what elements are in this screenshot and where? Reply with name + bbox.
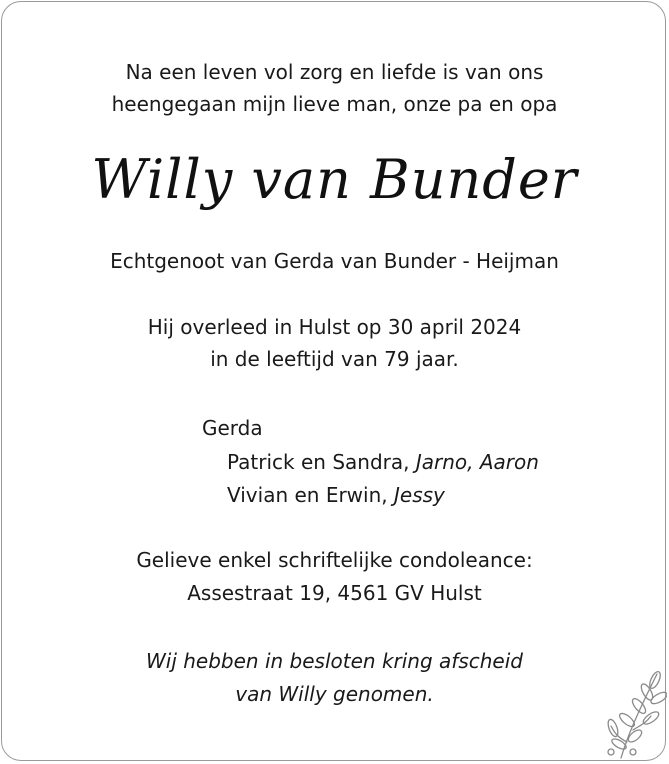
farewell-line-1: Wij hebben in besloten kring afscheid xyxy=(146,649,523,673)
family-row-2 xyxy=(227,482,445,508)
deceased-name: Willy van Bunder xyxy=(91,148,578,211)
family-row-1-parents: Patrick en Sandra, xyxy=(227,450,410,474)
death-line-2: in de leeftijd van 79 jaar. xyxy=(210,347,459,371)
family-spouse: Gerda xyxy=(202,416,263,440)
condolence-line: Gelieve enkel schriftelijke condoleance: xyxy=(136,548,533,572)
family-row-1-children: Jarno, Aaron xyxy=(415,450,539,474)
farewell-line-2: van Willy genomen. xyxy=(235,682,434,706)
family-row-2-parents: Vivian en Erwin, xyxy=(227,483,388,507)
family-row-2-children: Jessy xyxy=(393,483,445,507)
death-line-1: Hij overleed in Hulst op 30 april 2024 xyxy=(147,315,522,339)
family-row-1 xyxy=(227,449,539,475)
intro-line-1: Na een leven vol zorg en liefde is van ons xyxy=(125,60,544,84)
condolence-address: Assestraat 19, 4561 GV Hulst xyxy=(187,581,482,605)
intro-line-2: heengegaan mijn lieve man, onze pa en opa xyxy=(111,92,558,116)
spouse-line: Echtgenoot van Gerda van Bunder - Heijman xyxy=(110,249,559,273)
olive-branch-icon xyxy=(605,668,667,760)
